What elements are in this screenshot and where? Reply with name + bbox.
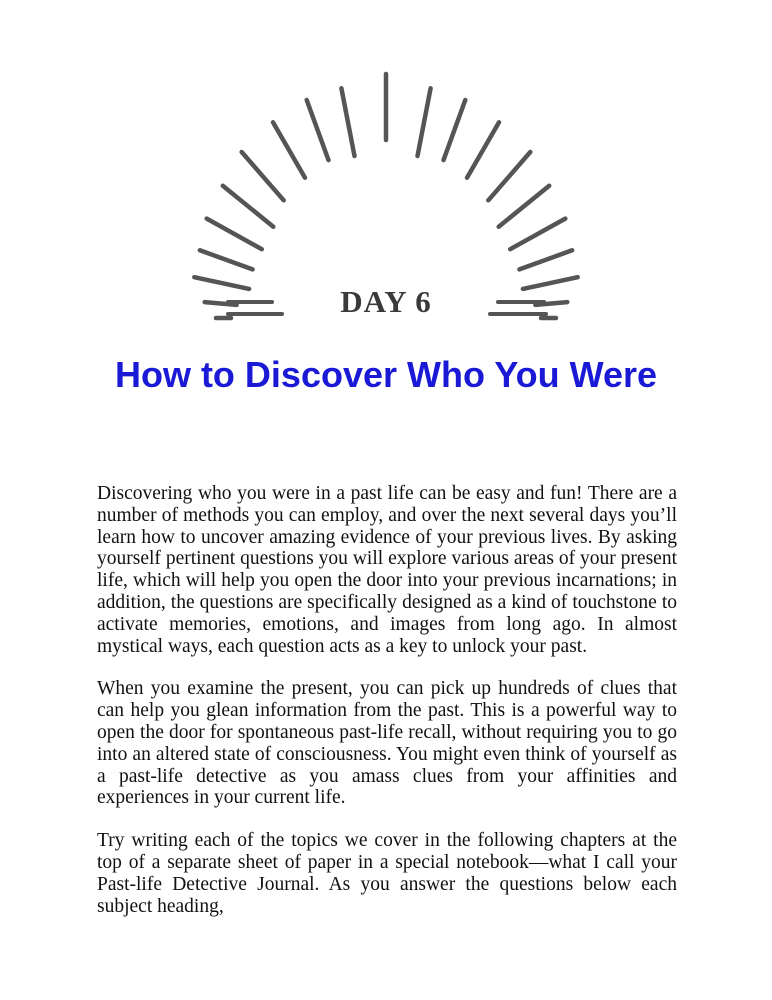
sunburst-ray [200, 250, 253, 269]
sunburst-ray [444, 100, 466, 160]
paragraph: When you examine the present, you can pick up hundreds of clues that can help you glean information from the past. This is a powerful way to open the door for spontaneous past-life recall, without requiring you to go into an altered state of consciousness. You might even think of yourself as a past-life detective as you amass clues from your affinities and experiences in your current life. [97, 678, 677, 809]
paragraph: Discovering who you were in a past life can be easy and fun! There are a number of methods you can employ, and over the next several days you’ll learn how to uncover amazing evidence of your previous lives. By asking yourself pertinent questions you will explore various areas of your present life, which will help you open the door into your previous incarnations; in addition, the questions are specifically designed as a kind of touchstone to activate memories, emotions, and images from long ago. In almost mystical ways, each question acts as a key to unlock your past. [97, 483, 677, 657]
sunburst-ray [307, 100, 329, 160]
paragraph: Try writing each of the topics we cover in the following chapters at the top of a separate sheet of paper in a special notebook—what I call your Past-life Detective Journal. As you answer the questions below each subject heading, [97, 830, 677, 917]
sunburst-ray [418, 88, 431, 156]
sunburst-ray [242, 152, 284, 200]
sunburst-ray [467, 122, 499, 177]
sunburst-ray [223, 186, 273, 227]
sunburst-ray [207, 219, 262, 250]
sunburst-ray [519, 250, 572, 269]
sunburst-ray [488, 152, 530, 200]
sunburst-ray [510, 219, 565, 250]
sunburst-ray [341, 88, 354, 156]
day-label: DAY 6 [340, 284, 432, 319]
chapter-title: How to Discover Who You Were [114, 354, 658, 395]
sunburst-ray [499, 186, 550, 227]
body-text [97, 483, 677, 938]
sunburst-ray [273, 122, 305, 177]
